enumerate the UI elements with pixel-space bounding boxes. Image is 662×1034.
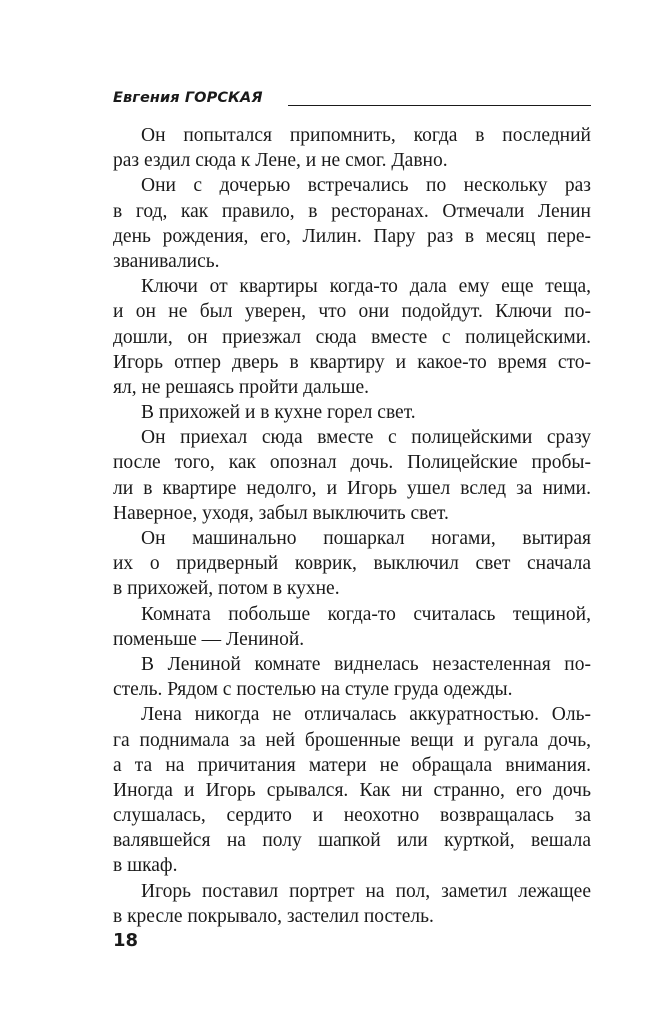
text-line: в шкаф. xyxy=(113,855,178,877)
text-line: га поднимала за ней брошенные вещи и ругала дочь, xyxy=(113,729,591,751)
text-line: В прихожей и в кухне горел свет. xyxy=(141,402,416,424)
text-line: раз ездил сюда к Лене, и не смог. Давно. xyxy=(113,150,448,172)
text-line: Он попытался припомнить, когда в последний xyxy=(141,125,591,146)
text-line: валявшейся на полу шапкой или курткой, вешала xyxy=(113,830,591,852)
text-line: Лена никогда не отличалась аккуратностью. Оль- xyxy=(141,704,591,726)
text-line: стель. Рядом с постелью на стуле груда одежды. xyxy=(113,679,513,701)
text-line: их о придверный коврик, выключил свет сначала xyxy=(113,553,591,575)
text-line: слушалась, сердито и неохотно возвращалась за xyxy=(113,805,591,827)
text-line: Комната побольше когда-то считалась тещиной, xyxy=(141,603,591,625)
text-line: в год, как правило, в ресторанах. Отмечали Ленин xyxy=(113,200,591,222)
text-line: после того, как опознал дочь. Полицейские пробы- xyxy=(113,452,591,474)
text-line: ли в квартире недолго, и Игорь ушел вслед за ними. xyxy=(113,477,591,499)
text-line: Он приехал сюда вместе с полицейскими сразу xyxy=(141,427,591,449)
text-line: Игорь поставил портрет на пол, заметил лежащее xyxy=(141,880,591,902)
text-line: В Лениной комнате виднелась незастеленная по- xyxy=(141,653,591,675)
text-line: Игорь отпер дверь в квартиру и какое-то время сто- xyxy=(113,351,591,373)
text-line: дошли, он приезжал сюда вместе с полицейскими. xyxy=(113,326,591,348)
running-header xyxy=(113,86,591,110)
text-line: день рождения, его, Лилин. Пару раз в месяц пере- xyxy=(113,225,591,247)
text-line: Они с дочерью встречались по нескольку раз xyxy=(141,175,591,197)
text-line: поменьше — Лениной. xyxy=(113,628,305,650)
body-text xyxy=(113,123,591,929)
text-line: Наверное, уходя, забыл выключить свет. xyxy=(113,502,449,524)
text-line: Ключи от квартиры когда-то дала ему еще теща, xyxy=(141,276,591,298)
text-line: а та на причитания матери не обращала внимания. xyxy=(113,754,591,776)
text-line: ял, не решаясь пройти дальше. xyxy=(113,376,370,398)
text-line: Он машинально пошаркал ногами, вытирая xyxy=(141,528,591,549)
page-number: 18 xyxy=(113,930,139,951)
text-line: и он не был уверен, что они подойдут. Ключи по- xyxy=(113,301,591,323)
text-line: в кресле покрывало, застелил постель. xyxy=(113,905,434,927)
text-line: Иногда и Игорь срывался. Как ни странно, его дочь xyxy=(113,779,591,801)
text-line: в прихожей, потом в кухне. xyxy=(113,578,340,600)
text-line: званивались. xyxy=(113,250,220,272)
header-rule xyxy=(288,105,591,106)
running-header-author: Евгения ГОРСКАЯ xyxy=(113,90,263,106)
